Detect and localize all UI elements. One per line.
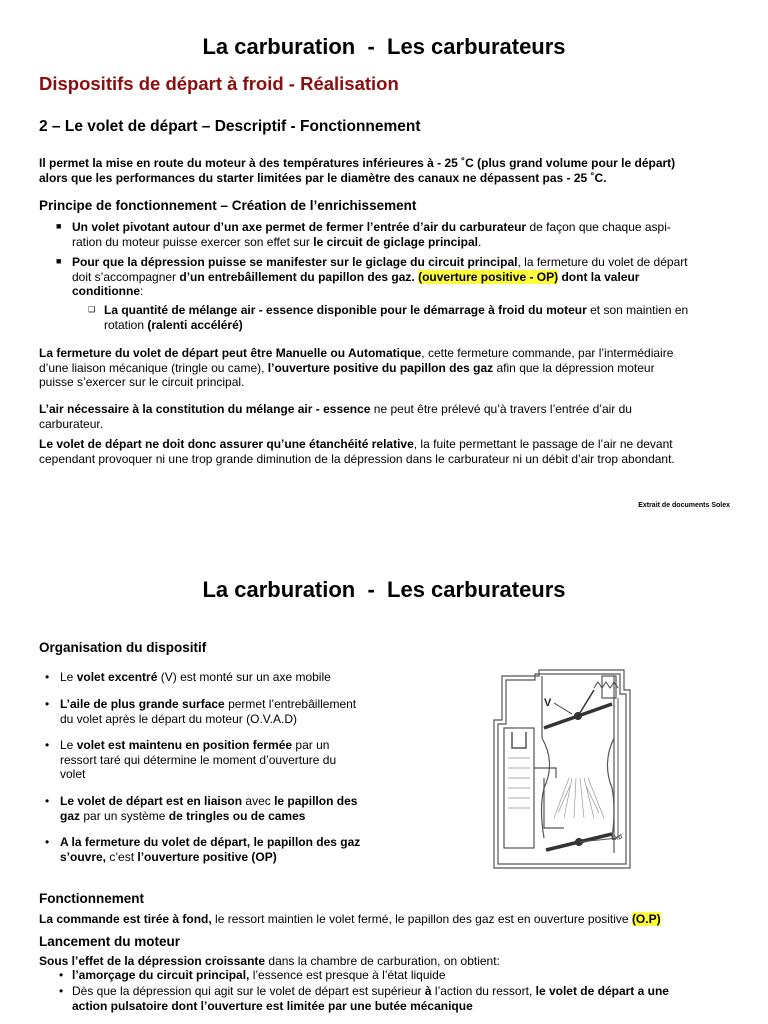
square-bullet-icon: ■: [56, 221, 62, 231]
page1-title: La carburation - Les carburateurs: [202, 34, 566, 59]
bullet-volet-pivotant: Un volet pivotant autour d’un axe permet de fermer l’entrée d’air du carburateur de façon que chaque aspi- ration du moteur puisse exercer son effet sur le circuit de giclage principal.: [72, 220, 671, 249]
carburetor-diagram: [484, 668, 634, 870]
item-volet-maintenu: Le volet est maintenu en position fermée par un ressort taré qui détermine le moment d’ouverture du volet: [60, 738, 337, 781]
lancement-bullet-amorcage: l’amorçage du circuit principal, l’essence est presque à l’état liquide: [72, 968, 446, 982]
fonctionnement-text: La commande est tirée à fond, le ressort maintien le volet fermé, le papillon des gaz est en ouverture positive (O.P): [39, 912, 661, 926]
lancement-heading: Lancement du moteur: [39, 934, 181, 949]
source-note: Extrait de documents Solex: [638, 502, 730, 509]
paragraph-etancheite: Le volet de départ ne doit donc assurer qu’une étanchéité relative, la fuite permettant le passage de l’air ne devant cependant provoquer ni une trop grande diminution de la dépression dans le carburateur ni un débit d’air trop abondant.: [39, 437, 675, 466]
dot-bullet-icon: •: [45, 738, 50, 752]
bullet-depression: Pour que la dépression puisse se manifester sur le giclage du circuit principal, la fermeture du volet de départ doit s’accompagner d’un entrebâillement du papillon des gaz. (ouverture positive - OP) dont la valeur conditionne:: [72, 255, 688, 298]
lancement-intro: Sous l’effet de la dépression croissante dans la chambre de carburation, on obtient:: [39, 954, 500, 968]
principe-heading: Principe de fonctionnement – Création de l’enrichissement: [39, 198, 417, 213]
diagram-label-v: V: [544, 697, 552, 709]
item-liaison: Le volet de départ est en liaison avec le papillon des gaz par un système de tringles ou de cames: [60, 794, 358, 823]
fonctionnement-heading: Fonctionnement: [39, 891, 144, 906]
dot-bullet-icon: •: [45, 697, 50, 711]
dot-bullet-icon: •: [45, 794, 50, 808]
dot-bullet-icon: •: [45, 835, 50, 849]
item-fermeture-papillon: A la fermeture du volet de départ, le papillon des gaz s’ouvre, c’est l’ouverture positive (OP): [60, 835, 361, 864]
section-heading: 2 – Le volet de départ – Descriptif - Fonctionnement: [39, 118, 421, 135]
square-bullet-icon: ■: [56, 256, 62, 266]
dot-bullet-icon: •: [59, 968, 64, 982]
item-volet-excentre: Le volet excentré (V) est monté sur un axe mobile: [60, 670, 331, 684]
dot-bullet-icon: •: [59, 984, 64, 998]
page2-title: La carburation - Les carburateurs: [202, 577, 566, 602]
dot-bullet-icon: •: [45, 670, 50, 684]
intro-paragraph: Il permet la mise en route du moteur à des températures inférieures à - 25 ˚C (plus grand volume pour le départ) alors que les performances du starter limitées par le diamètre des canaux ne dépassent pas - 25 ˚C.: [39, 156, 676, 185]
page1-subtitle: Dispositifs de départ à froid - Réalisation: [39, 73, 399, 94]
item-aile-surface: L’aile de plus grande surface permet l’entrebâillement du volet après le départ du moteur (O.V.A.D): [60, 697, 357, 726]
organisation-heading: Organisation du dispositif: [39, 640, 207, 655]
paragraph-fermeture: La fermeture du volet de départ peut être Manuelle ou Automatique, cette fermeture commande, par l’intermédiaire d’une liaison mécanique (tringle ou came), l’ouverture positive du papillon des gaz afin que la dépression moteur puisse s’exercer sur le circuit principal.: [39, 346, 674, 389]
paragraph-air: L’air nécessaire à la constitution du mélange air - essence ne peut être prélevé qu’à travers l’entrée d’air du carburateur.: [39, 402, 632, 431]
diagram-label-op: O.P: [612, 836, 623, 842]
sub-bullet-quantite: La quantité de mélange air - essence disponible pour le démarrage à froid du moteur et son maintien en rotation (ralenti accéléré): [104, 303, 689, 332]
hollow-square-bullet-icon: ❑: [88, 305, 96, 314]
lancement-bullet-depression: Dès que la dépression qui agit sur le volet de départ est supérieur à l’action du ressort, le volet de départ a une action pulsatoire dont l’ouverture est limitée par une butée mécanique: [72, 984, 669, 1013]
